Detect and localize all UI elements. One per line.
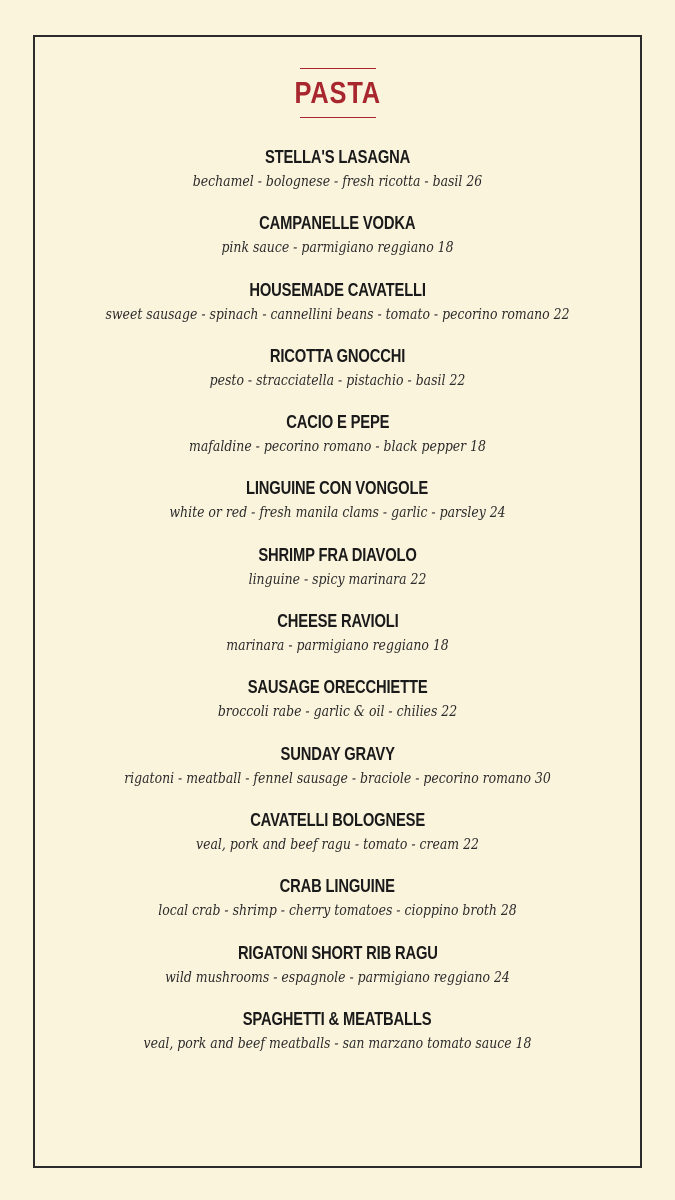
- menu-item-name: STELLA'S LASAGNA: [264, 147, 411, 167]
- menu-item-name: SUNDAY GRAVY: [280, 743, 395, 764]
- menu-item-description: broccoli rabe - garlic & oil - chilies 22: [217, 704, 458, 721]
- menu-item: [33, 807, 642, 873]
- menu-item-description: marinara - parmigiano reggiano 18: [226, 638, 449, 655]
- menu-item: [33, 940, 642, 1006]
- menu-item-description: bechamel - bolognese - fresh ricotta - basil 26: [192, 174, 483, 190]
- menu-item-name: LINGUINE CON VONGOLE: [246, 478, 429, 499]
- menu-item: [33, 475, 642, 541]
- menu-item: [33, 741, 642, 807]
- menu-item: [33, 277, 642, 343]
- menu-item-name: SHRIMP FRA DIAVOLO: [258, 544, 417, 565]
- menu-item-name: SAUSAGE ORECCHIETTE: [247, 677, 428, 698]
- menu-item: [33, 210, 642, 276]
- menu-item-description: mafaldine - pecorino romano - black pepper 18: [189, 439, 486, 456]
- menu-item-name: CAVATELLI BOLOGNESE: [250, 809, 425, 830]
- menu-item-name: CRAB LINGUINE: [279, 876, 396, 897]
- section-title: PASTA: [294, 75, 381, 110]
- menu-item-description: pink sauce - parmigiano reggiano 18: [221, 240, 454, 257]
- menu-item: [33, 1006, 642, 1072]
- menu-item: [33, 409, 642, 475]
- menu-item-description: local crab - shrimp - cherry tomatoes - cioppino broth 28: [158, 903, 517, 920]
- menu-item: [33, 542, 642, 608]
- title-bottom-rule: [300, 117, 376, 118]
- menu-item-description: pesto - stracciatella - pistachio - basil 22: [209, 372, 466, 389]
- menu-item-description: sweet sausage - spinach - cannellini beans - tomato - pecorino romano 22: [105, 306, 570, 323]
- menu-item-list: [33, 144, 642, 1072]
- menu-item-name: CAMPANELLE VODKA: [259, 213, 416, 234]
- menu-item-description: linguine - spicy marinara 22: [248, 571, 427, 588]
- menu-item-description: rigatoni - meatball - fennel sausage - braciole - pecorino romano 30: [124, 770, 551, 787]
- menu-item-description: white or red - fresh manila clams - garlic - parsley 24: [169, 505, 506, 522]
- section-header: [0, 68, 675, 118]
- menu-item-description: veal, pork and beef ragu - tomato - cream 22: [196, 836, 479, 853]
- menu-item: [33, 873, 642, 939]
- menu-item: [33, 144, 642, 210]
- menu-item: [33, 608, 642, 674]
- menu-item: [33, 674, 642, 740]
- menu-item-description: veal, pork and beef meatballs - san marzano tomato sauce 18: [143, 1035, 532, 1052]
- menu-item-name: CHEESE RAVIOLI: [276, 611, 399, 632]
- menu-item: [33, 343, 642, 409]
- menu-item-name: HOUSEMADE CAVATELLI: [249, 279, 426, 300]
- menu-item-description: wild mushrooms - espagnole - parmigiano reggiano 24: [165, 969, 510, 986]
- menu-item-name: SPAGHETTI & MEATBALLS: [243, 1008, 432, 1029]
- menu-item-name: CACIO E PEPE: [285, 412, 390, 433]
- menu-item-name: RICOTTA GNOCCHI: [269, 345, 406, 366]
- menu-item-name: RIGATONI SHORT RIB RAGU: [237, 942, 438, 963]
